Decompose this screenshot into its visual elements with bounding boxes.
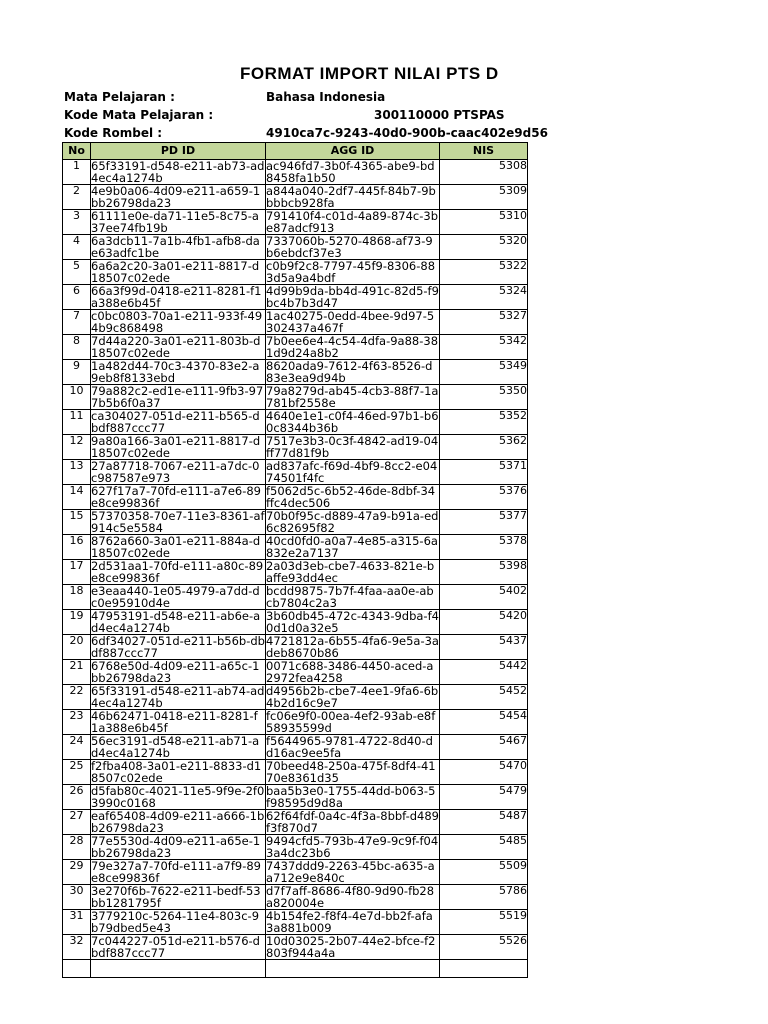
agg-id-cell[interactable]: 9494cfd5-793b-47e9-9c9f-f043a4dc23b6 [266, 834, 439, 860]
agg-id-cell[interactable]: f5062d5c-6b52-46de-8dbf-34ffc4dec506 [266, 485, 440, 510]
row-number[interactable]: 29 [63, 860, 91, 885]
table-row [63, 410, 528, 435]
table-row [63, 885, 528, 910]
pd-id-cell[interactable]: 57370358-70e7-11e3-8361-af914c5e5584 [91, 509, 265, 535]
header-no: No [63, 143, 91, 160]
row-number[interactable]: 16 [63, 535, 91, 560]
nis-cell[interactable]: 5786 [440, 885, 528, 910]
pd-id-cell[interactable]: 27a87718-7067-e211-a7dc-0c987587e973 [91, 460, 266, 485]
table-row [63, 210, 528, 235]
mata-pelajaran-label: Mata Pelajaran : [64, 90, 175, 104]
row-number[interactable]: 22 [63, 685, 91, 710]
agg-id-cell[interactable]: 70beed48-250a-475f-8df4-4170e8361d35 [266, 760, 440, 785]
pd-id-cell[interactable]: 65f33191-d548-e211-ab74-ad4ec4a1274b [91, 684, 265, 710]
agg-id-cell[interactable]: 2a03d3eb-cbe7-4633-821e-baffe93dd4ec [266, 560, 440, 585]
agg-id-cell[interactable]: 7517e3b3-0c3f-4842-ad19-04ff77d81f9b [266, 434, 439, 460]
mata-pelajaran-value: Bahasa Indonesia [266, 90, 386, 104]
kode-mapel-label: Kode Mata Pelajaran : [64, 108, 214, 122]
table-row [63, 935, 528, 960]
table-row [63, 810, 528, 835]
pd-id-cell[interactable]: c0bc0803-70a1-e211-933f-494b9c868498 [91, 310, 266, 335]
pd-id-cell[interactable]: d5fab80c-4021-11e5-9f9e-2f03990c0168 [91, 784, 265, 810]
nis-cell[interactable]: 5467 [440, 735, 528, 760]
agg-id-cell[interactable]: 0071c688-3486-4450-aced-a2972fea4258 [266, 660, 440, 685]
sheet-title: FORMAT IMPORT NILAI PTS D [240, 64, 499, 83]
nis-cell[interactable]: 5479 [440, 785, 528, 810]
empty-cell[interactable] [91, 960, 266, 978]
row-number[interactable]: 18 [63, 585, 91, 610]
pd-id-cell[interactable]: 4e9b0a06-4d09-e211-a659-1bb26798da23 [91, 185, 266, 210]
pd-id-cell[interactable]: 7c044227-051d-e211-b576-dbdf887ccc77 [91, 935, 266, 960]
pd-id-cell[interactable]: 47953191-d548-e211-ab6e-ad4ec4a1274b [91, 610, 266, 635]
header-pd-id: PD ID [91, 143, 266, 160]
table-row [63, 235, 528, 260]
nis-cell[interactable]: 5509 [440, 860, 528, 885]
nis-cell[interactable]: 5371 [440, 460, 528, 485]
pd-id-cell[interactable]: f2fba408-3a01-e211-8833-d18507c02ede [91, 760, 266, 785]
row-number[interactable]: 13 [63, 460, 91, 485]
agg-id-cell[interactable]: a844a040-2df7-445f-84b7-9bbbbcb928fa [266, 185, 440, 210]
nis-cell[interactable]: 5420 [440, 610, 528, 635]
table-row [63, 635, 528, 660]
agg-id-cell[interactable]: 8620ada9-7612-4f63-8526-d83e3ea9d94b [266, 360, 440, 385]
agg-id-cell[interactable]: 7437ddd9-2263-45bc-a635-aa712e9e840c [266, 860, 440, 885]
nis-cell[interactable]: 5362 [440, 435, 528, 460]
table-row [63, 335, 528, 360]
nis-cell[interactable]: 5310 [440, 210, 528, 235]
row-number[interactable]: 31 [63, 910, 91, 935]
table-row [63, 910, 528, 935]
table-row [63, 785, 528, 810]
agg-id-cell[interactable]: 791410f4-c01d-4a89-874c-3be87adcf913 [266, 209, 439, 235]
nis-cell[interactable]: 5352 [440, 410, 528, 435]
pd-id-cell[interactable]: 3779210c-5264-11e4-803c-9b79dbed5e43 [91, 910, 266, 935]
pd-id-cell[interactable]: 9a80a166-3a01-e211-8817-d18507c02ede [91, 435, 266, 460]
nis-cell[interactable]: 5342 [440, 335, 528, 360]
row-number[interactable]: 10 [63, 385, 91, 410]
table-row [63, 610, 528, 635]
table-row [63, 735, 528, 760]
row-number[interactable]: 12 [63, 435, 91, 460]
agg-id-cell[interactable]: 3b60db45-472c-4343-9dba-f40d1d0a32e5 [266, 609, 439, 635]
nis-cell[interactable]: 5519 [440, 910, 528, 935]
row-number[interactable]: 6 [63, 285, 91, 310]
nis-cell[interactable]: 5377 [440, 510, 528, 535]
nis-cell[interactable]: 5437 [440, 635, 528, 660]
agg-id-cell[interactable]: 4b154fe2-f8f4-4e7d-bb2f-afa3a881b009 [266, 910, 440, 935]
nis-cell[interactable]: 5487 [440, 810, 528, 835]
table-row [63, 510, 528, 535]
nis-cell[interactable]: 5309 [440, 185, 528, 210]
nis-cell[interactable]: 5452 [440, 685, 528, 710]
row-number[interactable]: 7 [63, 310, 91, 335]
row-number[interactable]: 19 [63, 610, 91, 635]
agg-id-cell[interactable]: 70b0f95c-d889-47a9-b91a-ed6c82695f82 [266, 509, 439, 535]
pd-id-cell[interactable]: 61111e0e-da71-11e5-8c75-a37ee74fb19b [91, 210, 266, 235]
agg-id-cell[interactable]: bcdd9875-7b7f-4faa-aa0e-abcb7804c2a3 [266, 585, 440, 610]
row-number[interactable]: 20 [63, 635, 91, 660]
nis-cell[interactable]: 5320 [440, 235, 528, 260]
pd-id-cell[interactable]: 46b62471-0418-e211-8281-f1a388e6b45f [91, 710, 266, 735]
row-number[interactable]: 32 [63, 935, 91, 960]
row-number[interactable]: 15 [63, 510, 91, 535]
table-row [63, 760, 528, 785]
nis-cell[interactable]: 5378 [440, 535, 528, 560]
table-row [63, 860, 528, 885]
table-row [63, 310, 528, 335]
agg-id-cell[interactable]: f5644965-9781-4722-8d40-dd16ac9ee5fa [266, 735, 440, 760]
agg-id-cell[interactable]: 4d99b9da-bb4d-491c-82d5-f9bc4b7b3d47 [266, 284, 439, 310]
row-number[interactable]: 28 [63, 835, 91, 860]
row-number[interactable]: 25 [63, 760, 91, 785]
row-number[interactable]: 26 [63, 785, 91, 810]
nis-cell[interactable]: 5470 [440, 760, 528, 785]
kode-rombel-value: 4910ca7c-9243-40d0-900b-caac402e9d56 [266, 126, 548, 140]
row-number[interactable]: 11 [63, 410, 91, 435]
pd-id-cell[interactable]: 79e327a7-70fd-e111-a7f9-89e8ce99836f [91, 860, 266, 885]
agg-id-cell[interactable]: d4956b2b-cbe7-4ee1-9fa6-6b4b2d16c9e7 [266, 684, 439, 710]
row-number[interactable]: 30 [63, 885, 91, 910]
kode-mapel-value: 300110000 PTSPAS [374, 108, 505, 122]
agg-id-cell[interactable]: 4640e1e1-c0f4-46ed-97b1-b60c8344b36b [266, 409, 439, 435]
pd-id-cell[interactable]: 65f33191-d548-e211-ab73-ad4ec4a1274b [91, 159, 265, 185]
pd-id-cell[interactable]: e3eaa440-1e05-4979-a7dd-dc0e95910d4e [91, 585, 266, 610]
agg-id-cell[interactable]: fc06e9f0-00ea-4ef2-93ab-e8f58935599d [266, 710, 440, 735]
row-number[interactable]: 5 [63, 260, 91, 285]
pd-id-cell[interactable]: 3e270f6b-7622-e211-bedf-53bb1281795f [91, 885, 266, 910]
pd-id-cell[interactable]: 56ec3191-d548-e211-ab71-ad4ec4a1274b [91, 735, 266, 760]
row-number[interactable]: 21 [63, 660, 91, 685]
agg-id-cell[interactable]: baa5b3e0-1755-44dd-b063-5f98595d9d8a [266, 785, 440, 810]
agg-id-cell[interactable]: 40cd0fd0-a0a7-4e85-a315-6a832e2a7137 [266, 534, 438, 560]
row-number[interactable]: 4 [63, 235, 91, 260]
pd-id-cell[interactable]: 7d44a220-3a01-e211-803b-d18507c02ede [91, 335, 266, 360]
row-number[interactable]: 9 [63, 360, 91, 385]
agg-id-cell[interactable]: ad837afc-f69d-4bf9-8cc2-e0474501f4fc [266, 460, 440, 485]
nis-cell[interactable]: 5454 [440, 710, 528, 735]
nis-cell[interactable]: 5526 [440, 935, 528, 960]
agg-id-cell[interactable]: 79a8279d-ab45-4cb3-88f7-1a781bf2558e [266, 384, 439, 410]
empty-cell[interactable] [440, 960, 528, 978]
pd-id-cell[interactable]: 2d531aa1-70fd-e111-a80c-89e8ce99836f [91, 560, 266, 585]
table-row [63, 560, 528, 585]
table-row [63, 285, 528, 310]
agg-id-cell[interactable]: c0b9f2c8-7797-45f9-8306-883d5a9a4bdf [266, 260, 440, 285]
empty-row [63, 960, 528, 978]
header-nis: NIS [440, 143, 528, 160]
nis-cell[interactable]: 5308 [440, 160, 528, 185]
empty-cell[interactable] [63, 960, 91, 978]
table-row [63, 585, 528, 610]
row-number[interactable]: 27 [63, 810, 91, 835]
pd-id-cell[interactable]: 8762a660-3a01-e211-884a-d18507c02ede [91, 535, 266, 560]
pd-id-cell[interactable]: 6a3dcb11-7a1b-4fb1-afb8-dae63adfc1be [91, 235, 266, 260]
pd-id-cell[interactable]: 66a3f99d-0418-e211-8281-f1a388e6b45f [91, 285, 266, 310]
pd-id-cell[interactable]: 79a882c2-ed1e-e111-9fb3-977b5b6f0a37 [91, 385, 266, 410]
nis-cell[interactable]: 5398 [440, 560, 528, 585]
table-row [63, 660, 528, 685]
pd-id-cell[interactable]: 6df34027-051d-e211-b56b-dbdf887ccc77 [91, 634, 265, 660]
row-number[interactable]: 1 [63, 160, 91, 185]
table-row [63, 535, 528, 560]
row-number[interactable]: 2 [63, 185, 91, 210]
table-row [63, 685, 528, 710]
table-row [63, 485, 528, 510]
pd-id-cell[interactable]: 6a6a2c20-3a01-e211-8817-d18507c02ede [91, 260, 266, 285]
row-number[interactable]: 3 [63, 210, 91, 235]
agg-id-cell[interactable]: ac946fd7-3b0f-4365-abe9-bd8458fa1b50 [266, 160, 440, 185]
table-row [63, 435, 528, 460]
nis-cell[interactable]: 5327 [440, 310, 528, 335]
table-row [63, 360, 528, 385]
row-number[interactable]: 17 [63, 560, 91, 585]
pd-id-cell[interactable]: 1a482d44-70c3-4370-83e2-a9eb8f8133ebd [91, 360, 266, 385]
table-row [63, 460, 528, 485]
agg-id-cell[interactable]: 7337060b-5270-4868-af73-9b6ebdcf37e3 [266, 235, 440, 260]
table-row [63, 160, 528, 185]
table-row [63, 710, 528, 735]
pd-id-cell[interactable]: 627f17a7-70fd-e111-a7e6-89e8ce99836f [91, 485, 266, 510]
pd-id-cell[interactable]: eaf65408-4d09-e211-a666-1bb26798da23 [91, 809, 265, 835]
agg-id-cell[interactable]: 10d03025-2b07-44e2-bfce-f2803f944a4a [266, 935, 440, 960]
agg-id-cell[interactable]: 4721812a-6b55-4fa6-9e5a-3adeb8670b86 [266, 634, 439, 660]
nis-cell[interactable]: 5350 [440, 385, 528, 410]
nis-cell[interactable]: 5485 [440, 835, 528, 860]
nis-cell[interactable]: 5442 [440, 660, 528, 685]
empty-cell[interactable] [266, 960, 440, 978]
student-table [62, 142, 528, 978]
row-number[interactable]: 24 [63, 735, 91, 760]
kode-rombel-label: Kode Rombel : [64, 126, 163, 140]
nis-cell[interactable]: 5324 [440, 285, 528, 310]
agg-id-cell[interactable]: d7f7aff-8686-4f80-9d90-fb28a820004e [266, 885, 440, 910]
table-header-row [63, 143, 528, 160]
nis-cell[interactable]: 5349 [440, 360, 528, 385]
agg-id-cell[interactable]: 1ac40275-0edd-4bee-9d97-5302437a467f [266, 310, 440, 335]
agg-id-cell[interactable]: 62f64fdf-0a4c-4f3a-8bbf-d489f3f870d7 [266, 809, 439, 835]
row-number[interactable]: 14 [63, 485, 91, 510]
table-row [63, 385, 528, 410]
agg-id-cell[interactable]: 7b0ee6e4-4c54-4dfa-9a88-381d9d24a8b2 [266, 334, 439, 360]
nis-cell[interactable]: 5322 [440, 260, 528, 285]
nis-cell[interactable]: 5402 [440, 585, 528, 610]
table-row [63, 835, 528, 860]
pd-id-cell[interactable]: ca304027-051d-e211-b565-dbdf887ccc77 [91, 410, 266, 435]
header-agg-id: AGG ID [266, 143, 440, 160]
table-row [63, 185, 528, 210]
row-number[interactable]: 23 [63, 710, 91, 735]
table-row [63, 260, 528, 285]
pd-id-cell[interactable]: 77e5530d-4d09-e211-a65e-1bb26798da23 [91, 835, 266, 860]
row-number[interactable]: 8 [63, 335, 91, 360]
pd-id-cell[interactable]: 6768e50d-4d09-e211-a65c-1bb26798da23 [91, 660, 266, 685]
nis-cell[interactable]: 5376 [440, 485, 528, 510]
